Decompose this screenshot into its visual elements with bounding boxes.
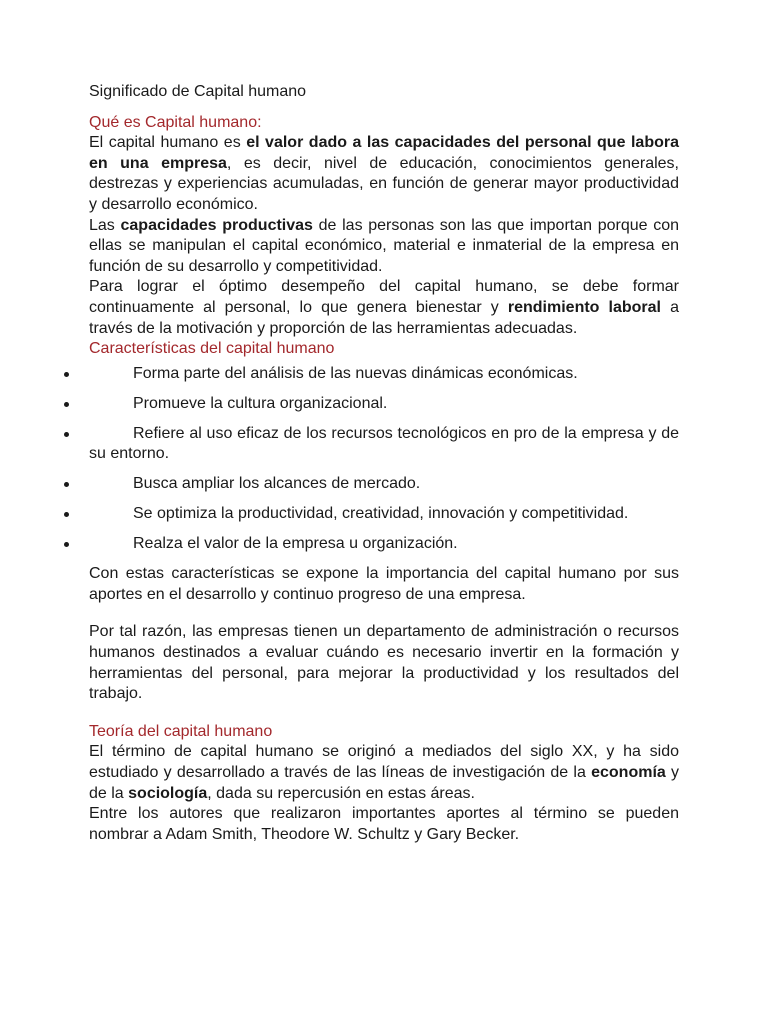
list-item: Se optimiza la productividad, creatividad, innovación y competitividad.: [89, 504, 679, 525]
bullet-dot-icon: [64, 372, 69, 377]
bullet-dot-icon: [64, 542, 69, 547]
paragraph-definition: El capital humano es el valor dado a las capacidades del personal que labora en una empresa, es decir, nivel de educación, conocimientos generales, destrezas y experiencias acumuladas, en función de generar mayor productividad y desarrollo económico.: [89, 134, 680, 213]
bullet-dot-icon: [64, 402, 69, 407]
section-heading-teoria: Teoría del capital humano: [89, 722, 273, 740]
document-page: [89, 82, 679, 845]
paragraph-autores: Entre los autores que realizaron importantes aportes al término se pueden nombrar a Adam Smith, Theodore W. Schultz y Gary Becker.: [89, 805, 679, 843]
bold-phrase: capacidades productivas: [120, 216, 313, 234]
list-item: Forma parte del análisis de las nuevas dinámicas económicas.: [89, 364, 679, 385]
bullet-dot-icon: [64, 432, 69, 437]
paragraph-desempeno: Para lograr el óptimo desempeño del capital humano, se debe formar continuamente al personal, lo que genera bienestar y rendimiento laboral a través de la motivación y proporción de las herramientas adecuadas.: [89, 278, 680, 337]
section-heading-caracteristicas: Características del capital humano: [89, 340, 335, 358]
bold-phrase: sociología: [128, 784, 208, 802]
bold-phrase: rendimiento laboral: [507, 298, 662, 316]
list-item: Realza el valor de la empresa u organización.: [89, 534, 679, 555]
list-item: Busca ampliar los alcances de mercado.: [89, 474, 679, 495]
list-item: Refiere al uso eficaz de los recursos tecnológicos en pro de la empresa y de su entorno.: [89, 424, 679, 465]
characteristics-list: [89, 364, 679, 555]
paragraph-capacidades: Las capacidades productivas de las personas son las que importan porque con ellas se manipulan el capital económico, material e inmaterial de la empresa en función de su desarrollo y competitividad.: [89, 216, 680, 275]
paragraph-importancia: Con estas características se expone la importancia del capital humano por sus aportes en el desarrollo y continuo progreso de una empresa.: [89, 565, 679, 603]
bold-phrase: el valor dado a las capacidades del personal que labora en una empresa: [89, 134, 679, 172]
bullet-dot-icon: [64, 512, 69, 517]
bold-phrase: economía: [591, 763, 666, 781]
list-item: Promueve la cultura organizacional.: [89, 394, 679, 415]
bullet-dot-icon: [64, 482, 69, 487]
paragraph-origen: El término de capital humano se originó a mediados del siglo XX, y ha sido estudiado y desarrollado a través de las líneas de investigación de la economía y de la sociología, dada su repercusión en estas áreas.: [89, 743, 680, 802]
section-heading-que-es: Qué es Capital humano:: [89, 113, 262, 131]
paragraph-departamento: Por tal razón, las empresas tienen un departamento de administración o recursos humanos destinados a evaluar cuándo es necesario invertir en la formación y herramientas del personal, para mejorar la productividad y los resultados del trabajo.: [89, 623, 679, 703]
document-title: Significado de Capital humano: [89, 83, 307, 100]
